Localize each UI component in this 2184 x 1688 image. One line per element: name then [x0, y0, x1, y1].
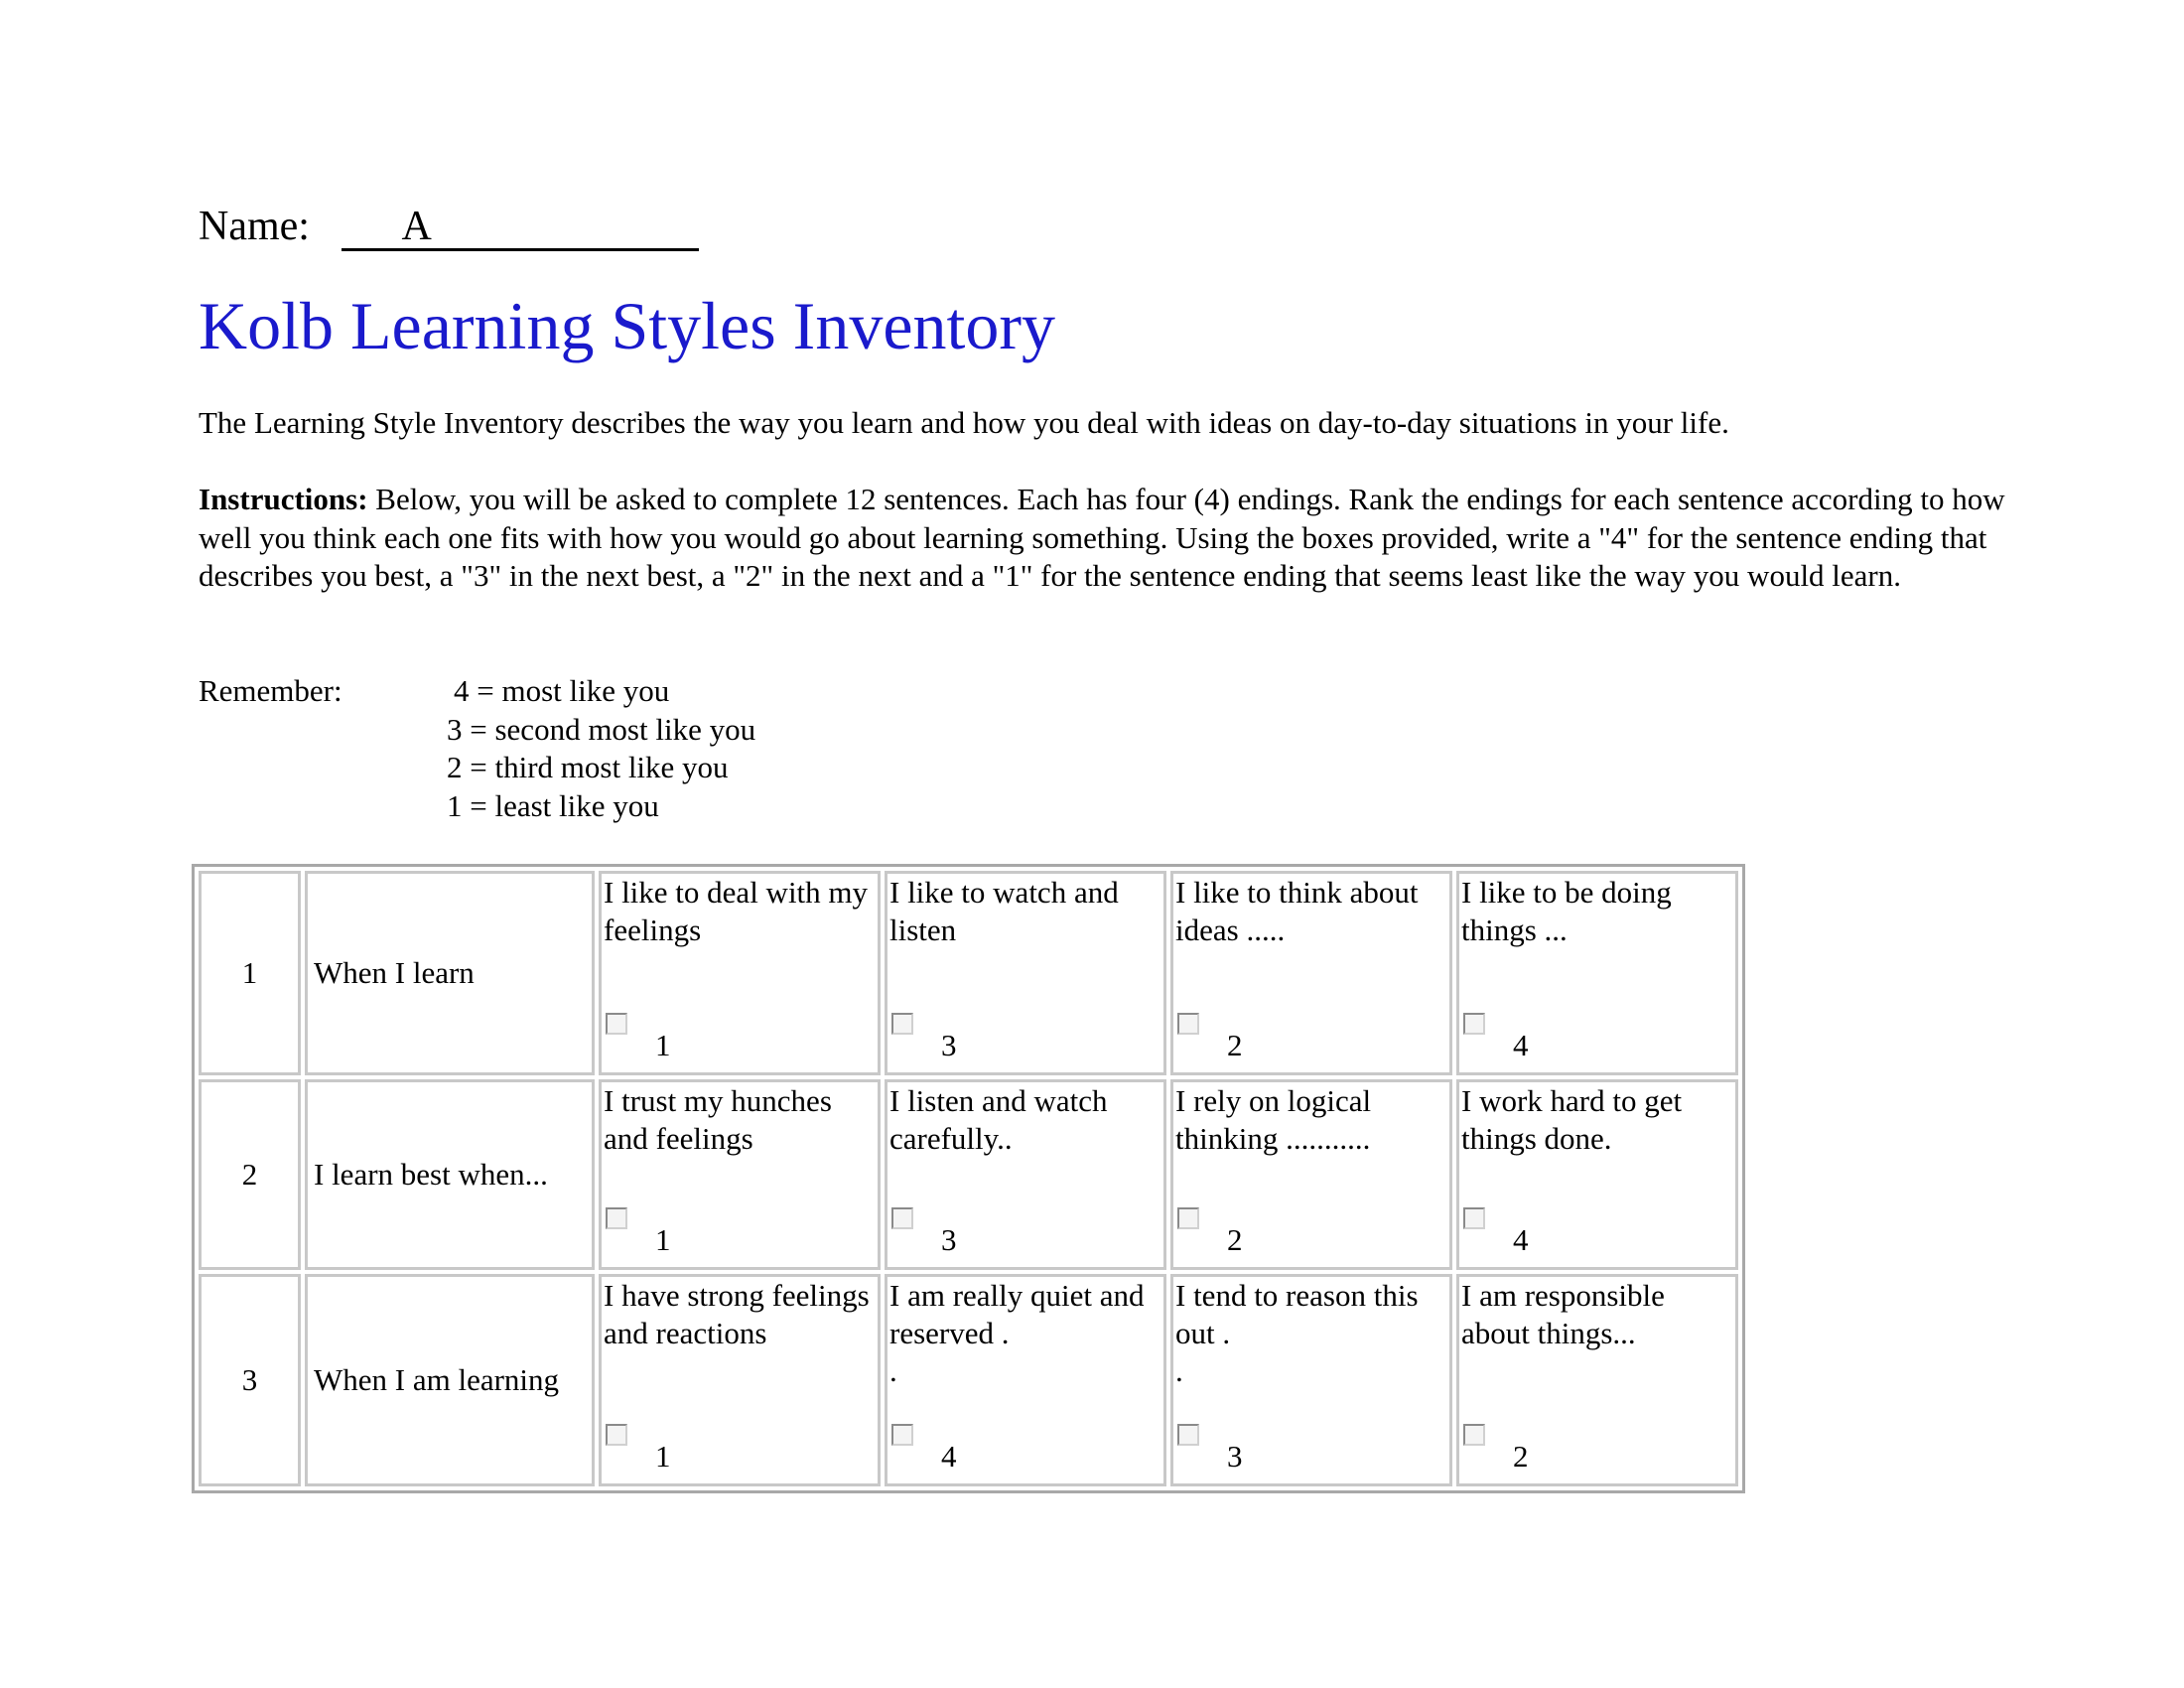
name-value: A — [341, 205, 699, 251]
instructions-paragraph — [199, 481, 2025, 596]
rank-checkbox[interactable] — [1463, 1207, 1485, 1229]
instructions-text: Below, you will be asked to complete 12 sentences. Each has four (4) endings. Rank the endings for each sentence according to how well you think each one fits with how you would go about learning something. Using the boxes provided, write a "4" for the sentence ending that describes you best, a "3" in the next best, a "2" in the next and a "1" for the sentence ending that seems least like the way you would learn. — [199, 482, 2005, 593]
row-number: 2 — [199, 1079, 301, 1270]
option-answer — [891, 1027, 957, 1064]
rank-checkbox[interactable] — [1463, 1013, 1485, 1035]
option-answer — [891, 1438, 957, 1476]
rank-value: 2 — [1227, 1028, 1243, 1062]
option-text: I am responsible about things... — [1461, 1278, 1665, 1350]
rank-checkbox[interactable] — [606, 1207, 627, 1229]
rank-value: 4 — [1513, 1222, 1529, 1257]
remember-item: 4 = most like you — [454, 673, 670, 708]
instructions-label: Instructions: — [199, 482, 368, 516]
rank-checkbox[interactable] — [1463, 1424, 1485, 1446]
option-cell — [885, 1079, 1166, 1270]
option-cell — [885, 1274, 1166, 1486]
remember-list — [447, 672, 755, 825]
rank-checkbox[interactable] — [1177, 1013, 1199, 1035]
option-answer — [606, 1438, 671, 1476]
rank-value: 3 — [941, 1222, 957, 1257]
rank-value: 1 — [655, 1222, 671, 1257]
rank-checkbox[interactable] — [891, 1013, 913, 1035]
option-answer — [1463, 1027, 1529, 1064]
option-cell — [599, 871, 881, 1075]
rank-checkbox[interactable] — [606, 1424, 627, 1446]
page-title: Kolb Learning Styles Inventory — [199, 288, 1056, 363]
sentence-stem: I learn best when... — [305, 1079, 595, 1270]
option-text: I am really quiet and reserved . . — [889, 1278, 1145, 1388]
rank-checkbox[interactable] — [606, 1013, 627, 1035]
rank-value: 3 — [941, 1028, 957, 1062]
option-text: I tend to reason this out . . — [1175, 1278, 1419, 1388]
remember-item: 2 = third most like you — [447, 750, 729, 784]
option-answer — [1177, 1438, 1243, 1476]
option-text: I like to watch and listen — [889, 875, 1119, 947]
option-answer — [891, 1221, 957, 1259]
table-row — [199, 1079, 1738, 1270]
intro-paragraph: The Learning Style Inventory describes the way you learn and how you deal with ideas on day-to-day situations in your life. — [199, 405, 1729, 440]
option-answer — [1177, 1027, 1243, 1064]
option-answer — [606, 1221, 671, 1259]
option-answer — [1463, 1221, 1529, 1259]
inventory-table — [192, 864, 1745, 1493]
option-cell — [885, 871, 1166, 1075]
sentence-stem: When I am learning — [305, 1274, 595, 1486]
option-cell — [1456, 1079, 1738, 1270]
name-label: Name: — [199, 204, 310, 249]
row-number: 3 — [199, 1274, 301, 1486]
option-answer — [1177, 1221, 1243, 1259]
row-number: 1 — [199, 871, 301, 1075]
option-text: I have strong feelings and reactions — [604, 1278, 870, 1350]
option-cell — [599, 1079, 881, 1270]
rank-checkbox[interactable] — [1177, 1424, 1199, 1446]
rank-checkbox[interactable] — [891, 1424, 913, 1446]
option-answer — [1463, 1438, 1529, 1476]
option-text: I like to think about ideas ..... — [1175, 875, 1419, 947]
option-cell — [1170, 1079, 1452, 1270]
option-text: I trust my hunches and feelings — [604, 1083, 832, 1156]
option-cell — [1170, 1274, 1452, 1486]
rank-value: 1 — [655, 1439, 671, 1474]
option-text: I listen and watch carefully.. — [889, 1083, 1108, 1156]
rank-value: 3 — [1227, 1439, 1243, 1474]
rank-value: 1 — [655, 1028, 671, 1062]
option-text: I work hard to get things done. — [1461, 1083, 1683, 1156]
rank-checkbox[interactable] — [1177, 1207, 1199, 1229]
option-cell — [1456, 871, 1738, 1075]
remember-item: 3 = second most like you — [447, 711, 756, 747]
table-row — [199, 1274, 1738, 1486]
remember-label: Remember: — [199, 673, 342, 708]
option-text: I rely on logical thinking ........... — [1175, 1083, 1372, 1156]
table-row — [199, 871, 1738, 1075]
rank-checkbox[interactable] — [891, 1207, 913, 1229]
option-text: I like to deal with my feelings — [604, 875, 869, 947]
remember-item: 1 = least like you — [447, 787, 659, 823]
sentence-stem: When I learn — [305, 871, 595, 1075]
rank-value: 2 — [1513, 1439, 1529, 1474]
rank-value: 4 — [1513, 1028, 1529, 1062]
option-cell — [599, 1274, 881, 1486]
option-answer — [606, 1027, 671, 1064]
rank-value: 2 — [1227, 1222, 1243, 1257]
rank-value: 4 — [941, 1439, 957, 1474]
option-text: I like to be doing things ... — [1461, 875, 1672, 947]
option-cell — [1170, 871, 1452, 1075]
option-cell — [1456, 1274, 1738, 1486]
name-line — [199, 197, 699, 256]
